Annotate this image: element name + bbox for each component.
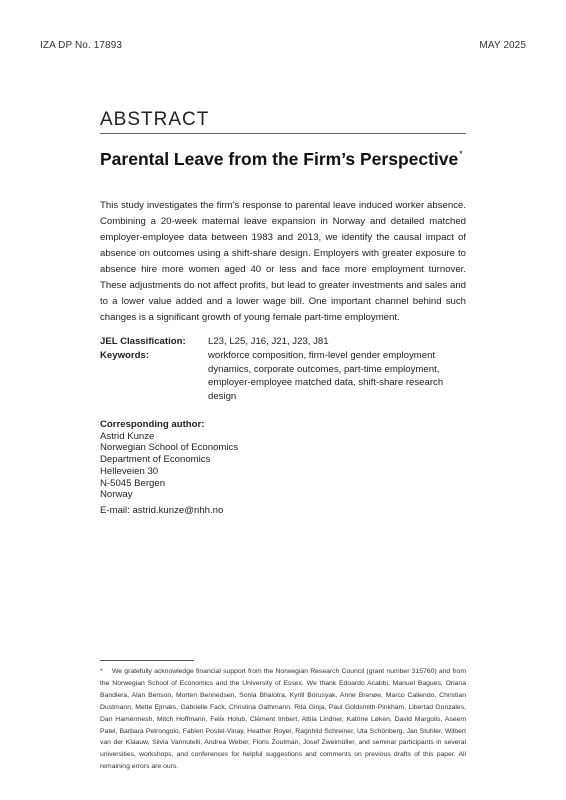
jel-codes: L23, L25, J16, J21, J23, J81 xyxy=(208,336,329,347)
keywords-label: Keywords: xyxy=(100,350,150,361)
author-email: E-mail: astrid.kunze@nhh.no xyxy=(100,504,224,516)
paper-number: IZA DP No. 17893 xyxy=(40,40,123,51)
publication-date: MAY 2025 xyxy=(479,40,526,51)
author-name: Astrid Kunze xyxy=(100,430,155,442)
keywords-list: workforce composition, firm-level gender employment dynamics, corporate outcomes, part-time employment, employer-employee matched data, shift-share research design xyxy=(208,350,444,402)
paper-title xyxy=(100,143,466,170)
address-postal: N-5045 Bergen xyxy=(100,477,166,489)
abstract-body: This study investigates the firm’s response to parental leave induced worker absence. Combining a 20-week maternal leave expansion in Norway and detailed matched employer-employee data between 1983 and 2013, we identify the causal impact of absence on outcomes using a shift-share design. Employers with greater exposure to absence hire more women aged 40 or less and face more employment turnover. These adjustments do not affect profits, but lead to greater investments and sales and to a lower value added and a lower wage bill. One important channel behind such changes is a significant growth of young female part-time employment. xyxy=(100,200,466,323)
corresponding-author-heading: Corresponding author: xyxy=(100,419,205,430)
footnote-divider xyxy=(100,660,194,661)
author-institution: Norwegian School of Economics xyxy=(100,442,239,454)
title-footnote-mark: * xyxy=(459,149,463,159)
author-department: Department of Economics xyxy=(100,454,211,466)
footnote-mark: * xyxy=(100,668,103,675)
jel-label: JEL Classification: xyxy=(100,336,186,347)
address-country: Norway xyxy=(100,489,133,501)
corresponding-author xyxy=(100,419,238,517)
keywords xyxy=(100,349,466,403)
address-street: Helleveien 30 xyxy=(100,465,159,477)
footnote-text: We gratefully acknowledge financial support from the Norwegian Research Council (grant number 315760) and from the Norwegian School of Economics and the University of Essex. We thank Edoardo Acabbi, Manuel Bagues, Oriana Bandiera, Alan Benson, Morten Bennedsen, Sonia Bhalotra, Kyrill Borusyak, Anne Brenøe, Marco Caliendo, Christian Dustmann, Mette Ejrnæs, Gabrielle Fack, Christina Gathmann, Rita Ginja, Paul Goldsmith-Pinkham, Libertad Gonzales, Dan Hamermesh, Mitch Hoffmann, Felix Holub, Clément Imbert, Attila Lindner, Katrine Løken, David Margolis, Aseem Patel, Barbara Petrongolo, Fabien Postel-Vinay, Heather Royer, Ragnhild Schreiner, Uta Schönberg, Jan Stuhler, Wilbert van der Klaauw, Silvia Vannutelli, Andrea Weber, Floris Zoutman, Josef Zweimüller, and seminar participants in several universities, workshops, and conferences for helpful suggestions and comments on previous drafts of this paper. All remaining errors are ours. xyxy=(100,668,466,771)
acknowledgement-footnote xyxy=(100,666,466,773)
abstract-heading: ABSTRACT xyxy=(100,109,210,130)
paper-title-text: Parental Leave from the Firm’s Perspective xyxy=(100,149,459,169)
heading-divider xyxy=(100,133,466,134)
jel-classification xyxy=(100,335,466,349)
